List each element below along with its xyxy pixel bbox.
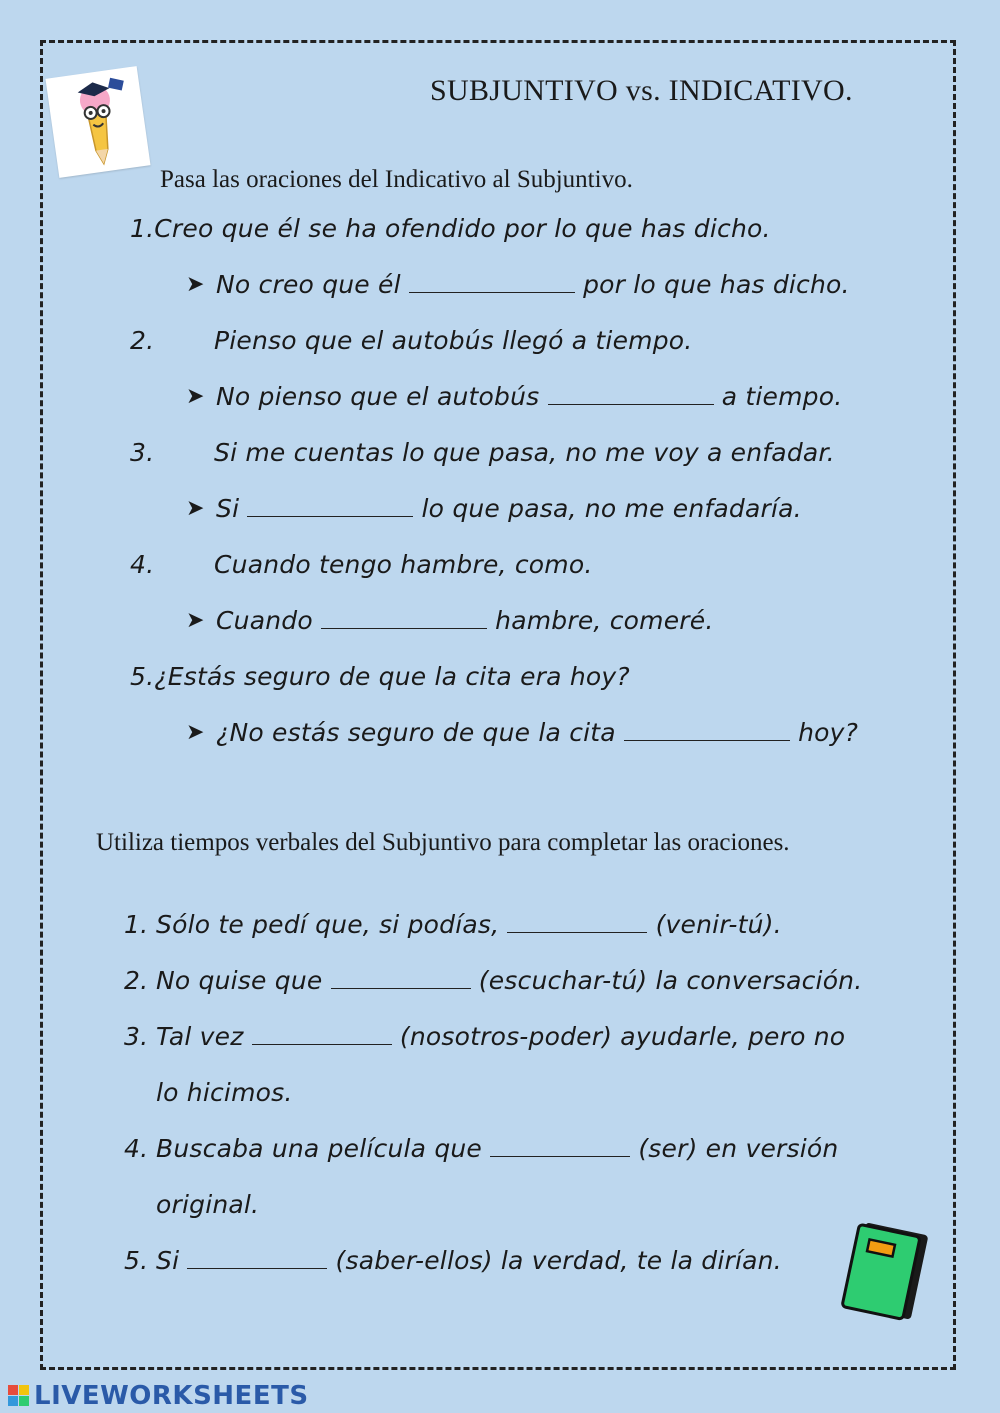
- s1-answer-1-post: por lo que has dicho.: [583, 270, 850, 299]
- s1-answer-2: [216, 382, 842, 411]
- s2-item-5-pre: Si: [156, 1246, 180, 1275]
- s1-blank-3[interactable]: [247, 496, 413, 517]
- s2-blank-3[interactable]: [252, 1024, 392, 1045]
- s2-item-5: [124, 1246, 782, 1275]
- s1-answer-4-pre: Cuando: [216, 606, 313, 635]
- s1-item-4-text: Cuando tengo hambre, como.: [214, 550, 593, 579]
- s1-item-5-num: 5.: [130, 662, 155, 691]
- s2-item-3-num: 3.: [124, 1022, 149, 1051]
- s1-answer-3-pre: Si: [216, 494, 240, 523]
- s1-item-2-num: 2.: [130, 326, 155, 355]
- s2-item-4-num: 4.: [124, 1134, 149, 1163]
- logo-text: LIVEWORKSHEETS: [34, 1381, 309, 1411]
- s1-answer-3-post: lo que pasa, no me enfadaría.: [421, 494, 802, 523]
- s1-answer-5-post: hoy?: [798, 718, 859, 747]
- s2-item-5-num: 5.: [124, 1246, 149, 1275]
- s2-item-2-post: (escuchar-tú) la conversación.: [478, 966, 863, 995]
- section2-instruction: Utiliza tiempos verbales del Subjuntivo para completar las oraciones.: [96, 829, 790, 856]
- s2-blank-4[interactable]: [490, 1136, 630, 1157]
- s2-item-3-post: (nosotros-poder) ayudarle, pero no: [399, 1022, 846, 1051]
- s1-item-1: [130, 214, 771, 243]
- page-title: SUBJUNTIVO vs. INDICATIVO.: [430, 74, 853, 107]
- pencil-mascot-sticker: [45, 66, 150, 178]
- s2-item-3-cont: lo hicimos.: [156, 1078, 293, 1107]
- arrow-bullet-icon: ➤: [186, 272, 205, 297]
- s1-blank-5[interactable]: [624, 720, 790, 741]
- s1-item-2: [130, 326, 692, 355]
- s1-answer-3: [216, 494, 802, 523]
- liveworksheets-logo: [8, 1381, 309, 1411]
- s2-item-4-cont: original.: [156, 1190, 260, 1219]
- s2-item-1: [124, 910, 782, 939]
- s1-answer-2-pre: No pienso que el autobús: [216, 382, 540, 411]
- s1-blank-2[interactable]: [548, 384, 714, 405]
- s1-answer-1: [216, 270, 850, 299]
- s1-item-4: [130, 550, 593, 579]
- s2-item-1-post: (venir-tú).: [655, 910, 782, 939]
- arrow-bullet-icon: ➤: [186, 720, 205, 745]
- s1-answer-1-pre: No creo que él: [216, 270, 401, 299]
- s1-item-3-text: Si me cuentas lo que pasa, no me voy a enfadar.: [214, 438, 835, 467]
- notebook-icon: [838, 1222, 930, 1326]
- s2-item-2-num: 2.: [124, 966, 149, 995]
- s1-answer-5: [216, 718, 858, 747]
- s2-item-4: [124, 1134, 838, 1163]
- s1-item-1-text: Creo que él se ha ofendido por lo que has dicho.: [154, 214, 771, 243]
- s1-item-3-num: 3.: [130, 438, 155, 467]
- s2-item-3-pre: Tal vez: [156, 1022, 244, 1051]
- s1-answer-5-pre: ¿No estás seguro de que la cita: [216, 718, 616, 747]
- s2-blank-1[interactable]: [507, 912, 647, 933]
- s2-item-5-post: (saber-ellos) la verdad, te la dirían.: [335, 1246, 782, 1275]
- s2-item-3: [124, 1022, 845, 1051]
- logo-blocks-icon: [8, 1385, 30, 1407]
- s1-answer-4: [216, 606, 713, 635]
- arrow-bullet-icon: ➤: [186, 608, 205, 633]
- s1-item-5-text: ¿Estás seguro de que la cita era hoy?: [154, 662, 630, 691]
- s1-item-2-text: Pienso que el autobús llegó a tiempo.: [214, 326, 693, 355]
- s2-item-4-pre: Buscaba una película que: [156, 1134, 483, 1163]
- s2-item-2: [124, 966, 862, 995]
- s1-blank-1[interactable]: [409, 272, 575, 293]
- s2-item-2-pre: No quise que: [156, 966, 323, 995]
- s1-item-5: [130, 662, 630, 691]
- s2-item-1-num: 1.: [124, 910, 149, 939]
- s1-answer-4-post: hambre, comeré.: [495, 606, 714, 635]
- arrow-bullet-icon: ➤: [186, 496, 205, 521]
- s2-blank-5[interactable]: [187, 1248, 327, 1269]
- s1-answer-2-post: a tiempo.: [721, 382, 843, 411]
- s1-item-3: [130, 438, 835, 467]
- s1-blank-4[interactable]: [321, 608, 487, 629]
- s1-item-1-num: 1.: [130, 214, 155, 243]
- s2-item-1-pre: Sólo te pedí que, si podías,: [156, 910, 500, 939]
- arrow-bullet-icon: ➤: [186, 384, 205, 409]
- s1-item-4-num: 4.: [130, 550, 155, 579]
- s2-blank-2[interactable]: [331, 968, 471, 989]
- s2-item-4-post: (ser) en versión: [638, 1134, 839, 1163]
- section1-instruction: Pasa las oraciones del Indicativo al Subjuntivo.: [160, 166, 633, 193]
